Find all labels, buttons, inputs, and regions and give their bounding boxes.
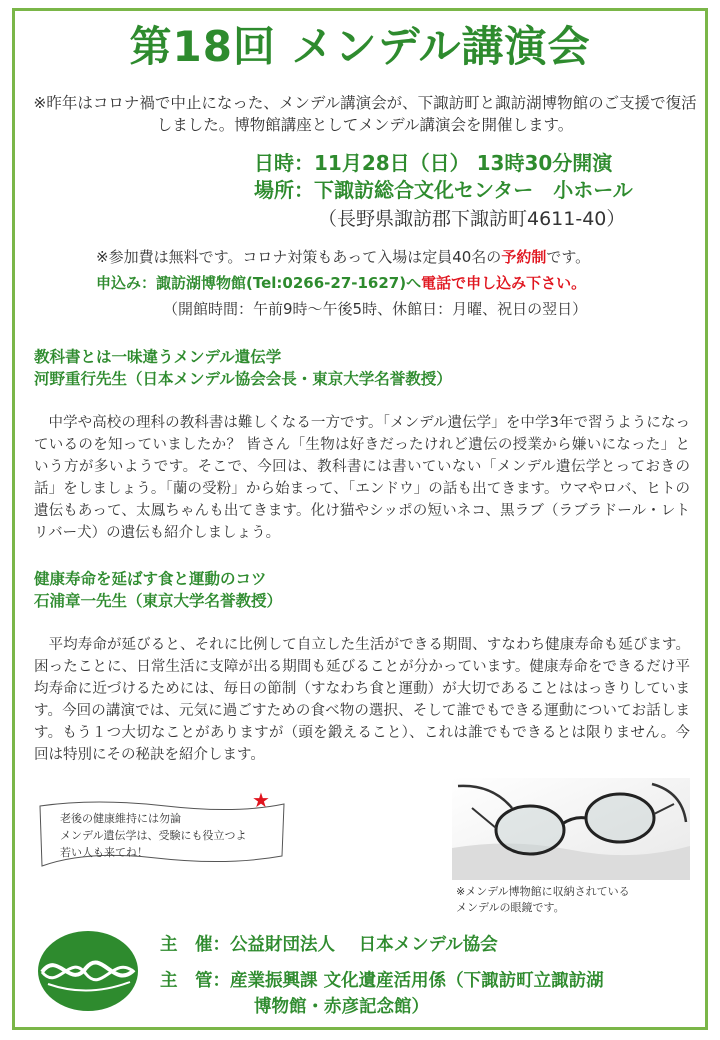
note-text [60, 810, 246, 861]
apply-highlight: 電話で申し込み下さい。 [421, 274, 587, 292]
fee-text: ※参加費は無料です。コロナ対策もあって入場は定員40名の [96, 248, 502, 266]
lecture-1-speaker: 河野重行先生（日本メンデル協会会長・東京大学名誉教授） [34, 370, 452, 388]
note-line-3: 若い人も来てね！ [60, 846, 148, 859]
note-box [36, 800, 288, 868]
lecture-2-speaker: 石浦章一先生（東京大学名誉教授） [34, 592, 283, 610]
fee-notice [96, 246, 590, 268]
organizer-manage-line-1: 主 管：産業振興課 文化遺産活用係（下諏訪町立諏訪湖 [160, 971, 604, 991]
apply-text: 申込み：諏訪湖博物館(Tel:0266-27-1627)へ [96, 274, 422, 292]
mendel-glasses-photo [452, 778, 690, 880]
note-line-2: メンデル遺伝学は、受験にも役立つよ [60, 829, 247, 842]
event-datetime: 日時：11月28日（日） 13時30分開演 [254, 151, 613, 175]
mendel-society-logo [36, 928, 140, 1014]
caption-line-2: メンデルの眼鏡です。 [456, 901, 565, 914]
photo-caption [456, 884, 630, 916]
event-venue: 場所：下諏訪総合文化センター 小ホール [254, 178, 633, 202]
page-title: 第18回 メンデル講演会 [129, 22, 591, 71]
fee-highlight: 予約制 [501, 248, 547, 266]
organizer-host: 主 催：公益財団法人 日本メンデル協会 [160, 935, 498, 955]
event-address: （長野県諏訪郡下諏訪町4611-40） [318, 208, 626, 230]
apply-notice [96, 272, 586, 294]
lecture-1-body: 中学や高校の理科の教科書は難しくなる一方です。「メンデル遺伝学」を中学3年で習うようになっているのを知っていましたか？ 皆さん「生物は好きだったけれど遺伝の授業から嫌いになった」という方が多いようです。そこで、今回は、教科書には書いていない「メンデル遺伝学とっておきの話」をしましょう。「蘭の受粉」から始まって、「エンドウ」の話も出てきます。ウマやロバ、ヒトの遺伝もあって、太鳳ちゃんも出てきます。化け猫やシッポの短いネコ、黒ラブ（ラブラドール・レトリバー犬）の遺伝も紹介しましょう。 [34, 415, 690, 541]
star-icon: ★ [252, 788, 270, 812]
caption-line-1: ※メンデル博物館に収納されている [456, 885, 630, 898]
lecture-1-title: 教科書とは一味違うメンデル遺伝学 [34, 348, 282, 366]
museum-hours: （開館時間：午前9時～午後5時、休館日：月曜、祝日の翌日） [163, 300, 588, 318]
organizer-manage-line-2: 博物館・赤彦記念館） [254, 997, 429, 1017]
intro-text: ※昨年はコロナ禍で中止になった、メンデル講演会が、下諏訪町と諏訪湖博物館のご支援で復活しました。博物館講座としてメンデル講演会を開催します。 [33, 94, 697, 134]
lecture-2-title: 健康寿命を延ばす食と運動のコツ [34, 570, 267, 588]
organizer-manage [160, 968, 700, 1020]
note-line-1: 老後の健康維持には勿論 [60, 812, 181, 825]
fee-suffix: です。 [546, 248, 591, 266]
lecture-2-body: 平均寿命が延びると、それに比例して自立した生活ができる期間、すなわち健康寿命も延びます。困ったことに、日常生活に支障が出る期間も延びることが分かっています。健康寿命をできるだけ平均寿命に近づけるためには、毎日の節制（すなわち食と運動）が大切であることははっきりしています。今回の講演では、元気に過ごすための食べ物の選択、そして誰でもできる運動についてお話します。もう１つ大切なことがありますが（頭を鍛えること）、これは誰でもできるとは限りません。今回は特別にその秘訣を紹介します。 [34, 637, 690, 763]
